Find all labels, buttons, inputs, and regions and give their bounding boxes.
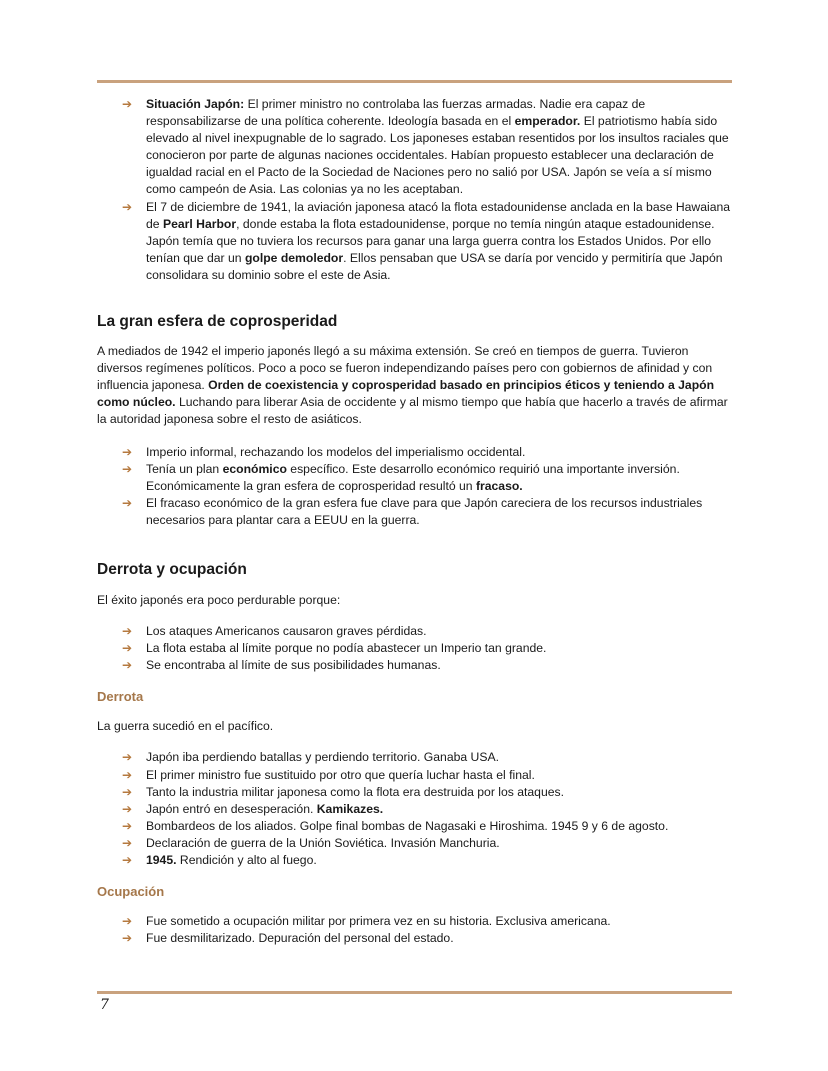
right-arrow-icon: ➔ xyxy=(122,931,133,946)
right-arrow-icon: ➔ xyxy=(122,835,133,850)
list-item: ➔ Fue desmilitarizado. Depuración del personal del estado. xyxy=(97,930,732,947)
right-arrow-icon: ➔ xyxy=(122,801,133,816)
right-arrow-icon: ➔ xyxy=(122,658,133,673)
right-arrow-icon: ➔ xyxy=(122,750,133,765)
ocupacion-list xyxy=(97,913,732,947)
right-arrow-icon: ➔ xyxy=(122,784,133,799)
list-item: ➔ Japón entró en desesperación. Kamikazes. xyxy=(97,801,732,818)
right-arrow-icon: ➔ xyxy=(122,624,133,639)
right-arrow-icon: ➔ xyxy=(122,461,133,476)
section-heading: La gran esfera de coprosperidad xyxy=(97,313,338,331)
list-item: ➔ Fue sometido a ocupación militar por primera vez en su historia. Exclusiva americana. xyxy=(97,913,732,930)
subsection-heading: Derrota xyxy=(97,689,144,705)
right-arrow-icon: ➔ xyxy=(122,914,133,929)
list-item: ➔ Imperio informal, rechazando los modelos del imperialismo occidental. xyxy=(97,444,732,461)
list-item: ➔ Bombardeos de los aliados. Golpe final bombas de Nagasaki e Hiroshima. 1945 9 y 6 de agosto. xyxy=(97,818,732,835)
list-item: ➔ Situación Japón: El primer ministro no controlaba las fuerzas armadas. Nadie era capaz de responsabilizarse de una política coherente. Ideología basada en el emperador. El patriotismo había sido elevado al nivel inexpugnable de lo sagrado. Los japoneses estaban resentidos por los insultos raciales que conocieron por parte de algunas naciones occidentales. Habían propuesto establecer una declaración de igualdad racial en el Pacto de la Sociedad de Naciones pero no salió por USA. Japón se veía a sí mismo como campeón de Asia. Las colonias ya no les aceptaban. xyxy=(122,97,729,197)
list-item: ➔ Se encontraba al límite de sus posibilidades humanas. xyxy=(97,657,732,674)
right-arrow-icon: ➔ xyxy=(122,641,133,656)
paragraph: El éxito japonés era poco perdurable porque: xyxy=(97,592,341,607)
derrota-reasons-list xyxy=(97,623,732,674)
right-arrow-icon: ➔ xyxy=(122,767,133,782)
esfera-bullet-list xyxy=(97,444,732,529)
list-item: ➔ Japón iba perdiendo batallas y perdiendo territorio. Ganaba USA. xyxy=(97,749,732,766)
right-arrow-icon: ➔ xyxy=(122,199,133,214)
list-item: ➔ El primer ministro fue sustituido por otro que quería luchar hasta el final. xyxy=(97,767,732,784)
subsection-heading: Ocupación xyxy=(97,884,165,900)
right-arrow-icon: ➔ xyxy=(122,853,133,867)
right-arrow-icon: ➔ xyxy=(122,97,133,111)
bottom-divider xyxy=(97,991,732,994)
right-arrow-icon: ➔ xyxy=(122,444,133,459)
list-item: ➔ La flota estaba al límite porque no podía abastecer un Imperio tan grande. xyxy=(97,640,732,657)
list-item: ➔ El fracaso económico de la gran esfera fue clave para que Japón careciera de los recursos industriales necesarios para plantar cara a EEUU en la guerra. xyxy=(122,495,703,527)
list-item: ➔ Declaración de guerra de la Unión Soviética. Invasión Manchuria. xyxy=(97,835,732,852)
list-item: ➔ 1945. Rendición y alto al fuego. xyxy=(97,852,732,869)
page-content xyxy=(97,96,732,947)
list-item: ➔ Tenía un plan económico específico. Este desarrollo económico requirió una importante inversión. Económicamente la gran esfera de coprosperidad resultó un fracaso. xyxy=(122,461,680,493)
list-item: ➔ El 7 de diciembre de 1941, la aviación japonesa atacó la flota estadounidense anclada en la base Hawaiana de Pearl Harbor, donde estaba la flota estadounidense, porque no temía ningún ataque estadounidense. Japón temía que no tuviera los recursos para ganar una larga guerra contra los Estados Unidos. Por ello tenían que dar un golpe demoledor. Ellos pensaban que USA se daría por vencido y permitiría que Japón consolidara su dominio sobre el este de Asia. xyxy=(122,199,731,282)
page-number: 7 xyxy=(100,997,109,1013)
paragraph: A mediados de 1942 el imperio japonés llegó a su máxima extensión. Se creó en tiempos de guerra. Tuvieron diversos regímenes políticos. Poco a poco se fueron independizando países pero con gobiernos de afinidad y con influencia japonesa. Orden de coexistencia y coprosperidad basado en principios éticos y teniendo a Japón como núcleo. Luchando para liberar Asia de occidente y al mismo tiempo que había que hacerlo a través de afirmar la autoridad japonesa sobre el resto de asiáticos. xyxy=(97,344,728,427)
right-arrow-icon: ➔ xyxy=(122,495,133,510)
list-item: ➔ Tanto la industria militar japonesa como la flota era destruida por los ataques. xyxy=(97,784,732,801)
paragraph: La guerra sucedió en el pacífico. xyxy=(97,719,274,734)
list-item: ➔ Los ataques Americanos causaron graves pérdidas. xyxy=(97,623,732,640)
right-arrow-icon: ➔ xyxy=(122,818,133,833)
intro-bullet-list xyxy=(97,96,732,284)
top-divider xyxy=(97,80,732,83)
derrota-events-list xyxy=(97,749,732,869)
section-heading: Derrota y ocupación xyxy=(97,560,247,578)
